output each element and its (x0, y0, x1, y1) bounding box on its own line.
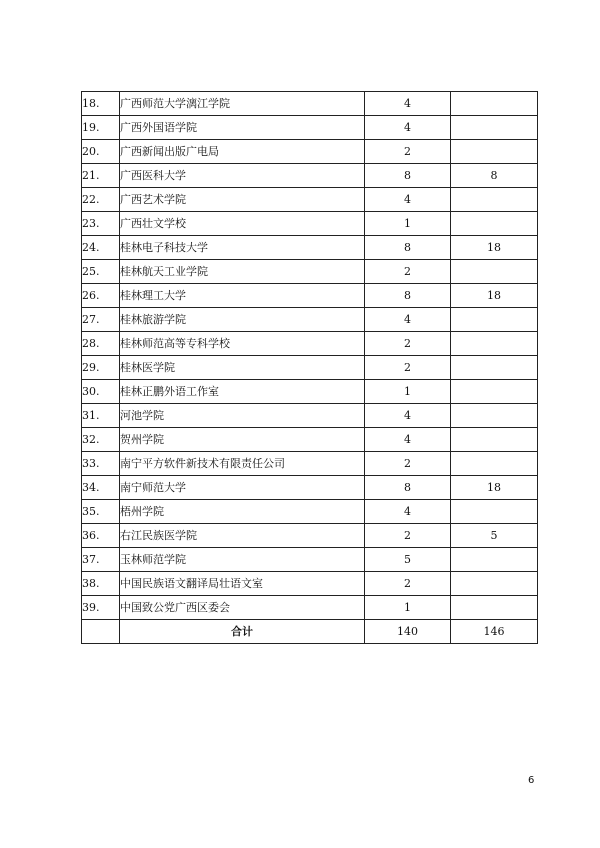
row-number-cell: 30. (82, 380, 120, 404)
quota-b-cell: 5 (451, 524, 538, 548)
row-number-cell: 34. (82, 476, 120, 500)
quota-b-cell: 18 (451, 476, 538, 500)
quota-b-cell: 18 (451, 284, 538, 308)
quota-b-cell (451, 404, 538, 428)
quota-a-cell: 4 (365, 92, 451, 116)
quota-b-cell (451, 140, 538, 164)
quota-b-cell (451, 428, 538, 452)
table-body (82, 92, 538, 644)
quota-a-cell: 2 (365, 524, 451, 548)
quota-a-cell: 1 (365, 212, 451, 236)
table-row (82, 92, 538, 116)
institution-name-cell: 南宁师范大学 (120, 476, 365, 500)
quota-b-cell (451, 308, 538, 332)
total-b-cell: 146 (451, 620, 538, 644)
institution-name-cell: 右江民族医学院 (120, 524, 365, 548)
row-number-cell: 37. (82, 548, 120, 572)
table-row (82, 548, 538, 572)
row-number-cell: 35. (82, 500, 120, 524)
quota-a-cell: 4 (365, 188, 451, 212)
row-number-cell: 31. (82, 404, 120, 428)
quota-a-cell: 4 (365, 500, 451, 524)
row-number-cell: 24. (82, 236, 120, 260)
table-row (82, 236, 538, 260)
quota-a-cell: 8 (365, 164, 451, 188)
quota-a-cell: 4 (365, 428, 451, 452)
quota-b-cell (451, 92, 538, 116)
row-number-cell: 39. (82, 596, 120, 620)
table-row (82, 140, 538, 164)
table-row (82, 332, 538, 356)
institution-name-cell: 中国民族语文翻译局壮语文室 (120, 572, 365, 596)
institution-name-cell: 桂林师范高等专科学校 (120, 332, 365, 356)
row-number-cell: 21. (82, 164, 120, 188)
quota-b-cell (451, 452, 538, 476)
quota-b-cell (451, 356, 538, 380)
quota-a-cell: 8 (365, 476, 451, 500)
row-number-cell: 27. (82, 308, 120, 332)
institution-name-cell: 广西艺术学院 (120, 188, 365, 212)
institution-name-cell: 南宁平方软件新技术有限责任公司 (120, 452, 365, 476)
row-number-cell: 33. (82, 452, 120, 476)
institution-name-cell: 桂林正鹏外语工作室 (120, 380, 365, 404)
row-number-cell: 20. (82, 140, 120, 164)
quota-b-cell (451, 548, 538, 572)
total-a-cell: 140 (365, 620, 451, 644)
quota-b-cell (451, 596, 538, 620)
table-row (82, 428, 538, 452)
row-number-cell: 29. (82, 356, 120, 380)
quota-a-cell: 5 (365, 548, 451, 572)
row-number-cell: 36. (82, 524, 120, 548)
row-number-cell: 25. (82, 260, 120, 284)
total-row (82, 620, 538, 644)
quota-a-cell: 1 (365, 380, 451, 404)
institution-name-cell: 河池学院 (120, 404, 365, 428)
quota-a-cell: 2 (365, 572, 451, 596)
institution-name-cell: 桂林旅游学院 (120, 308, 365, 332)
table-row (82, 116, 538, 140)
quota-b-cell (451, 188, 538, 212)
row-number-cell: 22. (82, 188, 120, 212)
institution-name-cell: 桂林电子科技大学 (120, 236, 365, 260)
quota-b-cell (451, 380, 538, 404)
institution-name-cell: 梧州学院 (120, 500, 365, 524)
table-row (82, 188, 538, 212)
institution-name-cell: 中国致公党广西区委会 (120, 596, 365, 620)
quota-a-cell: 2 (365, 332, 451, 356)
quota-b-cell (451, 212, 538, 236)
row-number-cell: 38. (82, 572, 120, 596)
table-row (82, 212, 538, 236)
quota-a-cell: 4 (365, 404, 451, 428)
table-row (82, 524, 538, 548)
institution-name-cell: 广西外国语学院 (120, 116, 365, 140)
institution-name-cell: 玉林师范学院 (120, 548, 365, 572)
table-row (82, 164, 538, 188)
institution-name-cell: 桂林医学院 (120, 356, 365, 380)
quota-b-cell (451, 500, 538, 524)
quota-a-cell: 2 (365, 260, 451, 284)
allocation-table (81, 91, 538, 644)
institution-name-cell: 广西医科大学 (120, 164, 365, 188)
quota-b-cell (451, 332, 538, 356)
quota-b-cell (451, 572, 538, 596)
row-number-cell: 28. (82, 332, 120, 356)
institution-name-cell: 贺州学院 (120, 428, 365, 452)
table-row (82, 452, 538, 476)
quota-b-cell: 18 (451, 236, 538, 260)
institution-name-cell: 广西新闻出版广电局 (120, 140, 365, 164)
quota-a-cell: 8 (365, 284, 451, 308)
quota-b-cell: 8 (451, 164, 538, 188)
table-row (82, 596, 538, 620)
row-number-cell: 23. (82, 212, 120, 236)
quota-a-cell: 1 (365, 596, 451, 620)
quota-a-cell: 2 (365, 452, 451, 476)
table-row (82, 284, 538, 308)
table-row (82, 260, 538, 284)
page-number: 6 (528, 775, 535, 786)
table-row (82, 356, 538, 380)
row-number-cell: 19. (82, 116, 120, 140)
row-number-cell: 18. (82, 92, 120, 116)
table-row (82, 404, 538, 428)
table-row (82, 308, 538, 332)
institution-name-cell: 广西师范大学漓江学院 (120, 92, 365, 116)
total-label-cell: 合计 (120, 620, 365, 644)
quota-a-cell: 8 (365, 236, 451, 260)
table-row (82, 500, 538, 524)
institution-name-cell: 广西壮文学校 (120, 212, 365, 236)
institution-name-cell: 桂林理工大学 (120, 284, 365, 308)
table-row (82, 572, 538, 596)
row-number-cell: 32. (82, 428, 120, 452)
quota-b-cell (451, 260, 538, 284)
table-row (82, 476, 538, 500)
quota-a-cell: 2 (365, 356, 451, 380)
total-empty-cell (82, 620, 120, 644)
quota-b-cell (451, 116, 538, 140)
quota-a-cell: 4 (365, 116, 451, 140)
row-number-cell: 26. (82, 284, 120, 308)
quota-a-cell: 2 (365, 140, 451, 164)
quota-a-cell: 4 (365, 308, 451, 332)
table-row (82, 380, 538, 404)
institution-name-cell: 桂林航天工业学院 (120, 260, 365, 284)
